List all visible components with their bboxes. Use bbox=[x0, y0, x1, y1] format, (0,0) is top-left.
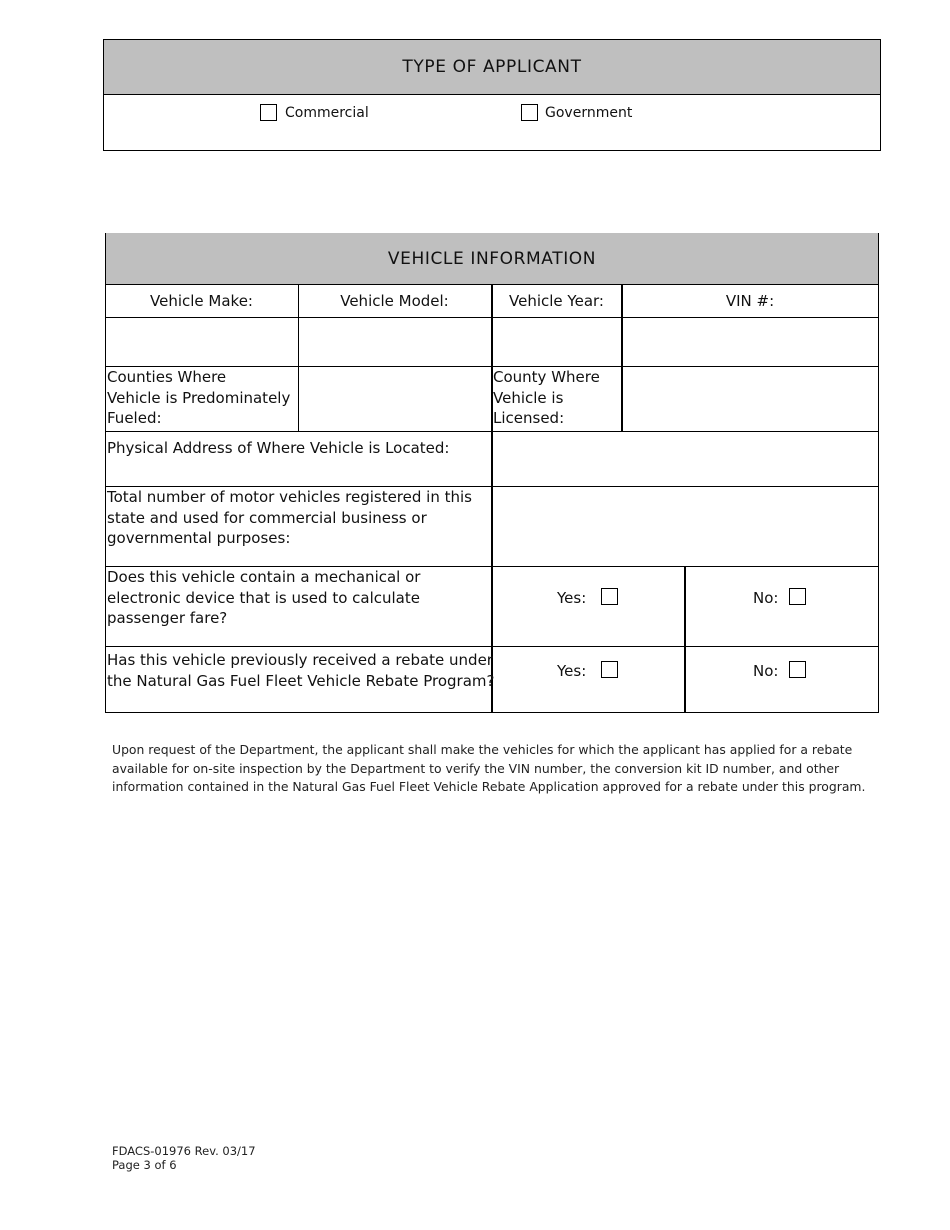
rebate-yes-checkbox[interactable] bbox=[601, 661, 618, 678]
commercial-label: Commercial bbox=[285, 105, 369, 121]
label-line: Vehicle is Predominately bbox=[107, 388, 291, 407]
commercial-checkbox[interactable] bbox=[260, 104, 277, 121]
page-footer bbox=[112, 1144, 256, 1172]
fare-device-yes-checkbox[interactable] bbox=[601, 588, 618, 605]
rebate-no-label: No: bbox=[753, 662, 779, 680]
vehicle-model-field[interactable] bbox=[299, 318, 491, 366]
vehicle-year-header: Vehicle Year: bbox=[509, 292, 604, 310]
government-checkbox[interactable] bbox=[521, 104, 538, 121]
label-line: electronic device that is used to calculate bbox=[107, 588, 420, 607]
rebate-yes-label: Yes: bbox=[557, 662, 587, 680]
vehicle-year-field[interactable] bbox=[493, 318, 621, 366]
vin-header: VIN #: bbox=[725, 292, 775, 310]
government-label: Government bbox=[545, 105, 633, 121]
vehicle-model-header: Vehicle Model: bbox=[340, 292, 449, 310]
row-line bbox=[105, 712, 879, 713]
address-label: Physical Address of Where Vehicle is Located: bbox=[107, 439, 450, 457]
label-line: the Natural Gas Fuel Fleet Vehicle Rebate Program? bbox=[107, 671, 495, 690]
label-line: governmental purposes: bbox=[107, 529, 291, 547]
applicant-section-title: TYPE OF APPLICANT bbox=[104, 40, 880, 94]
total-vehicles-field[interactable] bbox=[493, 487, 878, 566]
notice-line: Upon request of the Department, the applicant shall make the vehicles for which the applicant has applied for a rebate bbox=[112, 742, 853, 757]
label-line: Vehicle is bbox=[493, 388, 564, 407]
label-line: Licensed: bbox=[493, 409, 565, 427]
total-vehicles-label bbox=[107, 487, 472, 549]
rebate-no-checkbox[interactable] bbox=[789, 661, 806, 678]
fare-device-no-checkbox[interactable] bbox=[789, 588, 806, 605]
address-field[interactable] bbox=[493, 432, 878, 486]
label-line: state and used for commercial business or bbox=[107, 508, 427, 527]
fare-device-yes-label: Yes: bbox=[557, 589, 587, 607]
rebate-question bbox=[107, 650, 495, 691]
counties-fueled-label bbox=[107, 367, 290, 429]
page-number: Page 3 of 6 bbox=[112, 1158, 177, 1172]
table-border-right bbox=[878, 233, 879, 713]
notice-line: information contained in the Natural Gas Fuel Fleet Vehicle Rebate Application approved for a rebate under this program. bbox=[112, 779, 866, 794]
county-licensed-label bbox=[493, 367, 600, 429]
counties-fueled-field[interactable] bbox=[299, 367, 491, 431]
county-licensed-field[interactable] bbox=[623, 367, 878, 431]
vehicle-make-field[interactable] bbox=[106, 318, 298, 366]
label-line: Does this vehicle contain a mechanical or bbox=[107, 568, 421, 586]
fare-device-question bbox=[107, 567, 420, 629]
vehicle-make-header: Vehicle Make: bbox=[150, 292, 253, 310]
vehicle-section-title: VEHICLE INFORMATION bbox=[105, 233, 879, 284]
form-id: FDACS-01976 Rev. 03/17 bbox=[112, 1144, 256, 1158]
label-line: Total number of motor vehicles registered in this bbox=[107, 488, 472, 506]
notice-line: available for on-site inspection by the Department to verify the VIN number, the conversion kit ID number, and other bbox=[112, 760, 840, 776]
vin-field[interactable] bbox=[623, 318, 878, 366]
fare-device-no-label: No: bbox=[753, 589, 779, 607]
label-line: Fueled: bbox=[107, 409, 162, 427]
label-line: Counties Where bbox=[107, 368, 227, 386]
label-line: passenger fare? bbox=[107, 609, 228, 627]
col-line bbox=[684, 566, 686, 712]
divider bbox=[104, 94, 880, 95]
label-line: County Where bbox=[493, 368, 600, 386]
label-line: Has this vehicle previously received a rebate under bbox=[107, 651, 493, 669]
inspection-notice bbox=[112, 741, 902, 797]
